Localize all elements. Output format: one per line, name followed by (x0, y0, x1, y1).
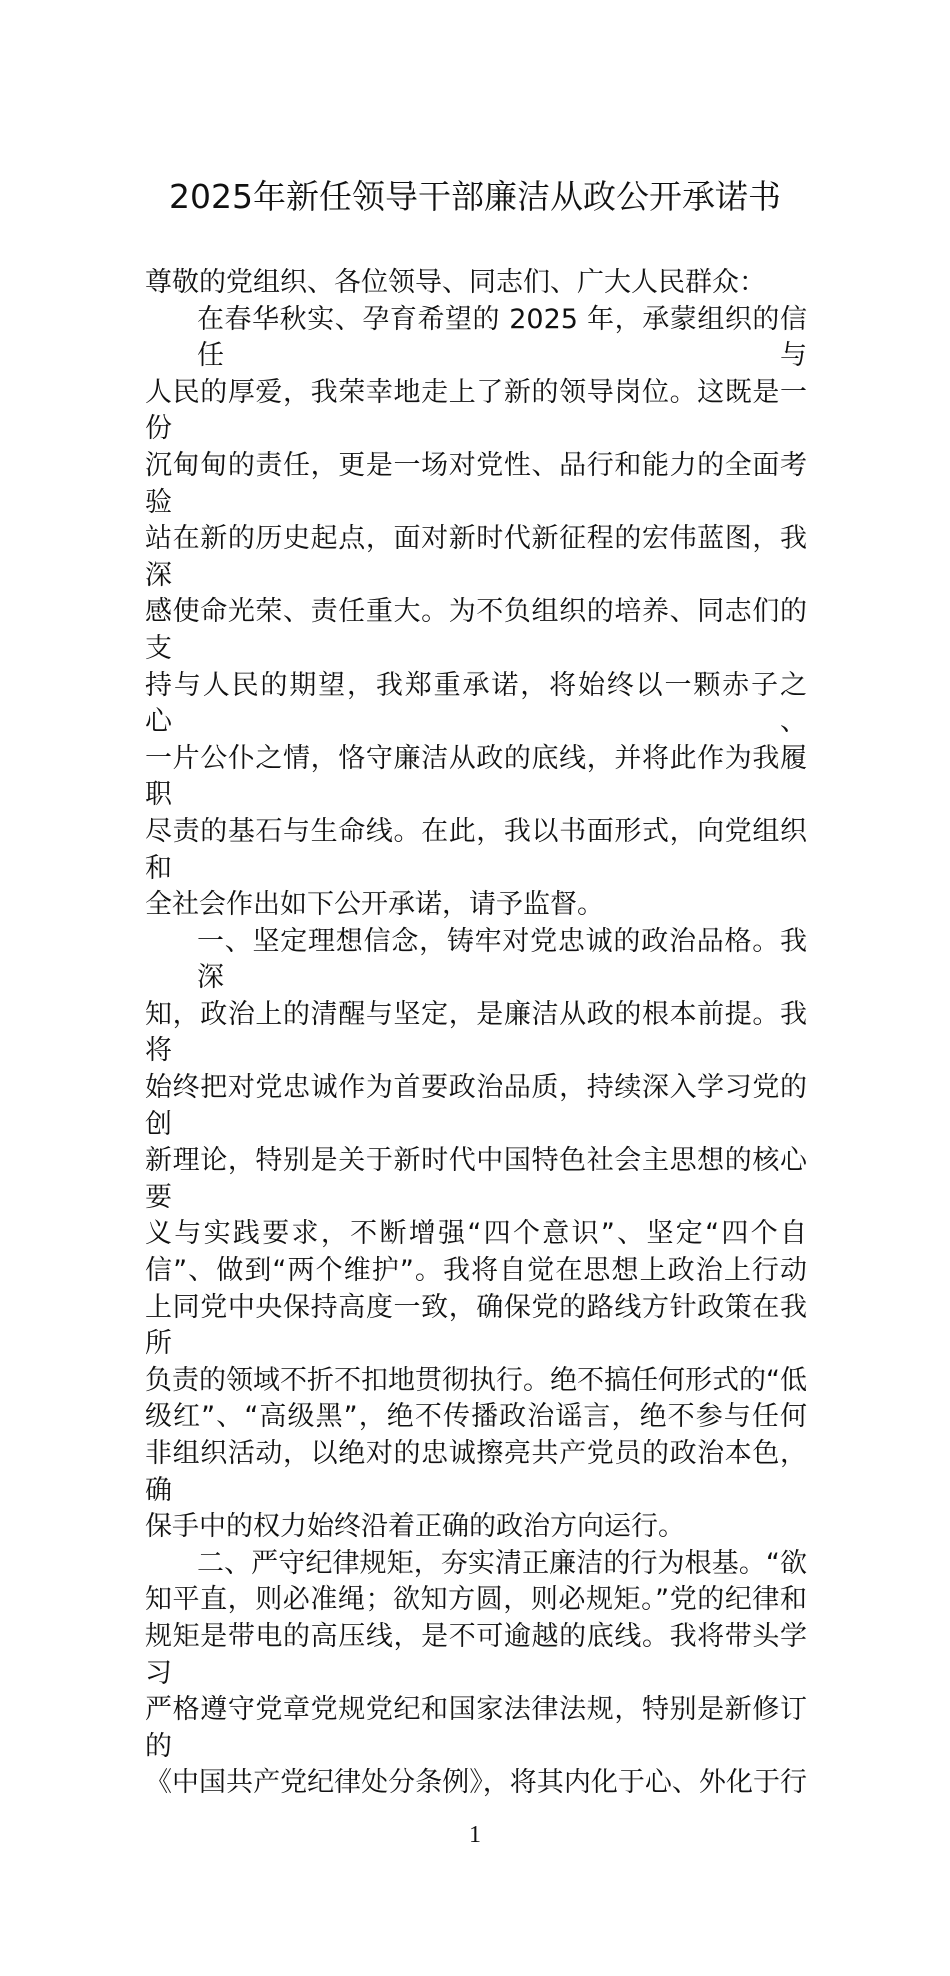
text-line: 尽责的基石与生命线。在此，我以书面形式，向党组织和 (145, 815, 807, 884)
page-number: 1 (469, 1821, 481, 1848)
text-line: 知平直，则必准绳；欲知方圆，则必规矩。”党的纪律和 (145, 1584, 807, 1616)
text-line: 一片公仆之情，恪守廉洁从政的底线，并将此作为我履职 (145, 742, 807, 811)
paragraphs (145, 302, 807, 1802)
text-line: 站在新的历史起点，面对新时代新征程的宏伟蓝图，我深 (145, 523, 807, 591)
text-line: 《中国共产党纪律处分条例》，将其内化于心、外化于行 (145, 1767, 807, 1799)
text-line: 级红”、“高级黑”，绝不传播政治谣言，绝不参与任何 (145, 1401, 807, 1433)
text-line: 负责的领域不折不扣地贯彻执行。绝不搞任何形式的“低 (145, 1364, 807, 1396)
text-line: 感使命光荣、责任重大。为不负组织的培养、同志们的支 (145, 596, 807, 664)
text-line: 信”、做到“两个维护”。我将自觉在思想上政治上行动 (145, 1255, 807, 1287)
text-line: 持与人民的期望，我郑重承诺，将始终以一颗赤子之心、 (145, 669, 807, 738)
text-line: 保手中的权力始终沿着正确的政治方向运行。 (145, 1511, 685, 1543)
text-line: 上同党中央保持高度一致，确保党的路线方针政策在我所 (145, 1291, 807, 1360)
text-line: 人民的厚爱，我荣幸地走上了新的领导岗位。这既是一份 (145, 376, 807, 445)
text-line: 全社会作出如下公开承诺，请予监督。 (145, 889, 604, 921)
text-line: 严格遵守党章党规党纪和国家法律法规，特别是新修订的 (145, 1694, 807, 1762)
text-line: 规矩是带电的高压线，是不可逾越的底线。我将带头学习 (145, 1620, 807, 1689)
text-line: 新理论，特别是关于新时代中国特色社会主思想的核心要 (145, 1145, 807, 1213)
text-line: 在春华秋实、孕育希望的 2025 年，承蒙组织的信任与 (197, 303, 807, 372)
text-line: 尊敬的党组织、各位领导、同志们、广大人民群众： (145, 267, 766, 298)
paragraph (145, 924, 807, 1546)
document-body (145, 265, 807, 1802)
text-line: 非组织活动，以绝对的忠诚擦亮共产党员的政治本色，确 (145, 1438, 807, 1506)
text-line: 始终把对党忠诚作为首要政治品质，持续深入学习党的创 (145, 1072, 807, 1140)
salutation (145, 265, 807, 302)
paragraph (145, 1546, 807, 1802)
text-line: 二、严守纪律规矩，夯实清正廉洁的行为根基。“欲 (197, 1547, 807, 1579)
text-line: 沉甸甸的责任，更是一场对党性、品行和能力的全面考验 (145, 449, 807, 518)
paragraph (145, 302, 807, 924)
text-line: 义与实践要求，不断增强“四个意识”、坚定“四个自 (145, 1218, 807, 1250)
text-line: 知，政治上的清醒与坚定，是廉洁从政的根本前提。我将 (145, 998, 807, 1067)
document-title: 2025年新任领导干部廉洁从政公开承诺书 (169, 177, 781, 216)
text-line: 一、坚定理想信念，铸牢对党忠诚的政治品格。我深 (197, 925, 807, 994)
